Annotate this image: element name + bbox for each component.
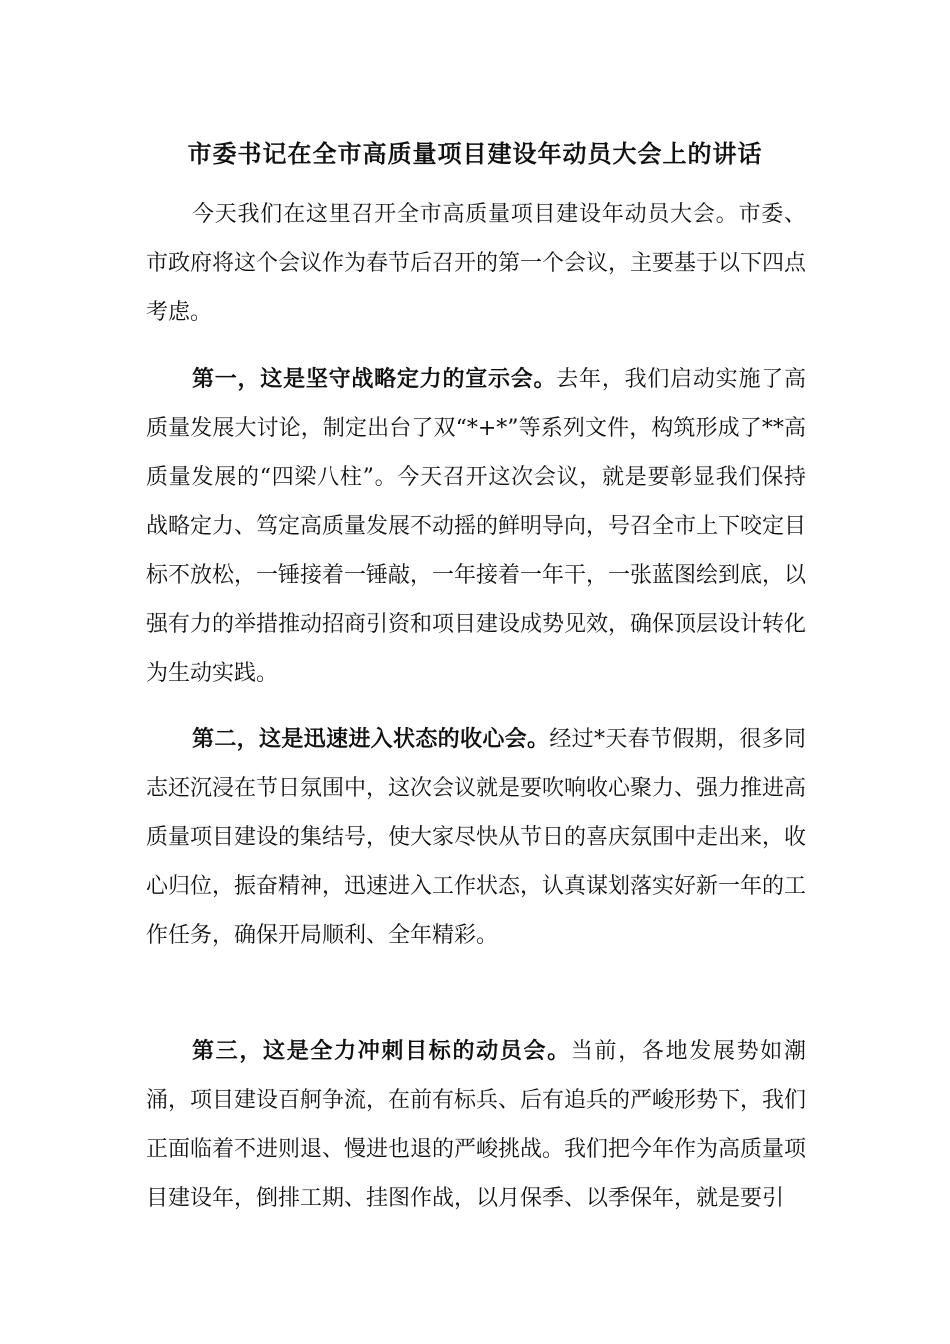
document-title: 市委书记在全市高质量项目建设年动员大会上的讲话 xyxy=(187,139,763,168)
paragraph-lead: 第一，这是坚守战略定力的宣示会。 xyxy=(192,366,557,392)
paragraph-body: 今天我们在这里召开全市高质量项目建设年动员大会。市委、市政府将这个会议作为春节后召开的第一个会议，主要基于以下四点考虑。 xyxy=(146,202,807,325)
paragraph-lead: 第二，这是迅速进入状态的收心会。 xyxy=(192,726,550,752)
paragraph-body: 当前，各地发展势如潮涌，项目建设百舸争流，在前有标兵、后有追兵的严峻形势下，我们正面临着不进则退、慢进也退的严峻挑战。我们把今年作为高质量项目建设年，倒排工期、挂图作战，以月保季、以季保年，就是要引 xyxy=(146,1039,807,1211)
paragraph-second-point xyxy=(146,715,806,960)
paragraph-intro xyxy=(146,190,806,337)
paragraph-body: 经过*天春节假期，很多同志还沉浸在节日氛围中，这次会议就是要吹响收心聚力、强力推进高质量项目建设的集结号，使大家尽快从节日的喜庆氛围中走出来，收心归位，振奋精神，迅速进入工作状态，认真谋划落实好新一年的工作任务，确保开局顺利、全年精彩。 xyxy=(146,727,807,948)
paragraph-third-point xyxy=(146,1027,806,1223)
paragraph-body: 去年，我们启动实施了高质量发展大讨论，制定出台了双“*+*”等系列文件，构筑形成了**高质量发展的“四梁八柱”。今天召开这次会议，就是要彰显我们保持战略定力、笃定高质量发展不动摇的鲜明导向，号召全市上下咬定目标不放松，一锤接着一锤敲，一年接着一年干，一张蓝图绘到底，以强有力的举措推动招商引资和项目建设成势见效，确保顶层设计转化为生动实践。 xyxy=(146,367,807,686)
paragraph-lead: 第三，这是全力冲刺目标的动员会。 xyxy=(192,1038,571,1064)
paragraph-first-point xyxy=(146,355,806,698)
